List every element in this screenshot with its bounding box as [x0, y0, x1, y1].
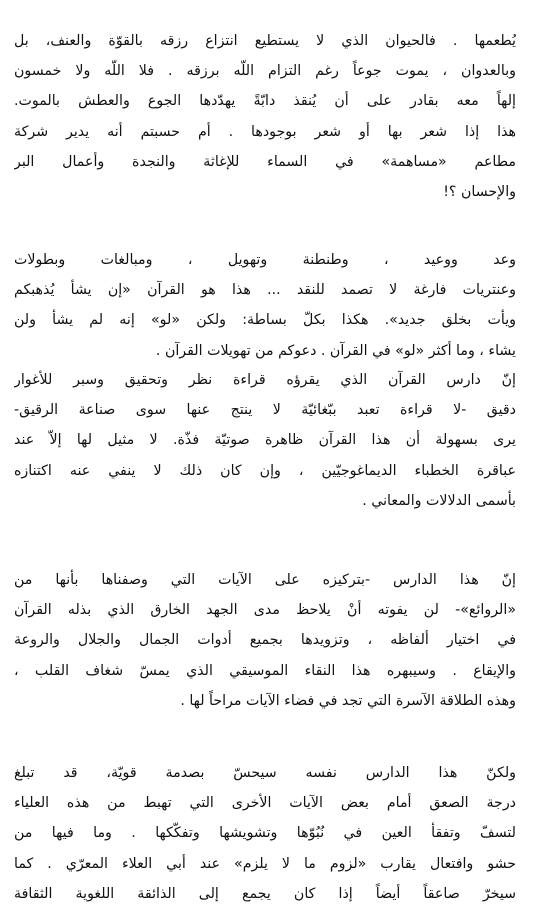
paragraph-4 [14, 565, 516, 716]
text-line: والإيقاع . وسيبهره هذا النقاء الموسيقي الذي يمسّ شغاف القلب ، [14, 662, 516, 679]
text-line: وبالعدوان ، يموت جوعاً رغم التزام اللّه برزقه . فلا اللّه ولا خمسون [14, 63, 516, 80]
text-line: وعنتريات فارغة لا تصمد للنقد ... هذا هو القرآن «إن يشأ يُذهبكم [14, 282, 516, 299]
text-line: حشو وافتعال يقارب «لزوم ما لا يلزم» عند أبي العلاء المعرّي . كما [14, 855, 516, 872]
text-line: وهذه الطلاقة الآسرة التي تجد في فضاء الآيات مراحاً لها . [180, 692, 516, 709]
text-line: لتسفّ وتفقأ العين في نُبُوّها وتشويشها وتفكّكها . وما فيها من [14, 825, 516, 842]
paragraph-5 [14, 758, 516, 909]
paragraph-1 [14, 26, 516, 207]
text-line: والإحسان ؟! [443, 183, 516, 200]
text-line: «الروائع»- لن يفوته أنْ يلاحظ مدى الجهد الخارق الذي بذله القرآن [14, 602, 516, 619]
text-line: دقيق -لا قراءة تعبد ببّغائيّة لا ينتج عنها سوى صناعة الرقيق- [14, 402, 516, 419]
text-line: يُطعمها . فالحيوان الذي لا يستطيع انتزاع رزقه بالقوّة والعنف، بل [14, 33, 516, 49]
paragraph-3 [14, 365, 516, 516]
text-line: ويأت بخلق جديد». هكذا بكلّ بساطة: ولكن «لو» إنه لم يشأ ولن [14, 312, 516, 329]
text-line: إنّ هذا الدارس -بتركيزه على الآيات التي وصفناها بأنها من [14, 572, 516, 588]
text-line: في اختيار ألفاظه ، وتزويدها بجميع أدوات الجمال والجلال والروعة [14, 632, 516, 649]
text-line: يشاء ، وما أكثر «لو» في القرآن . دعوكم من تهويلات القرآن . [155, 342, 516, 359]
text-line: مطاعم «مساهمة» في السماء للإغاثة والنجدة وأعمال البر [14, 153, 516, 170]
text-line: وعد ووعيد ، وطنطنة وتهويل ، ومبالغات وبطولات [14, 252, 516, 268]
paragraph-2 [14, 245, 516, 366]
text-line: بأسمى الدلالات والمعاني . [362, 492, 516, 509]
text-line: عباقرة الخطباء الديماغوجيّين ، وإن كان ذلك لا ينفي عنه اكتنازه [14, 462, 516, 479]
text-line: سيخرّ صاعقاً أيضاً إذا كان يجمع إلى الذائقة اللغوية الثقافة [14, 885, 516, 902]
text-line: إلهاً معه بقادر على أن يُنقذ دابّةً يهدّدها الجوع والعطش بالموت. [14, 93, 516, 110]
text-line: ولكنّ هذا الدارس نفسه سيحسّ بصدمة قويّة، قد تبلغ [14, 765, 516, 781]
text-line: هذا إذا شعر بها أو شعر بوجودها . أم حسبتم أنه يدير شركة [14, 123, 516, 140]
text-line: إنّ دارس القرآن الذي يقرؤه قراءة نظر وتحقيق وسبر للأغوار [14, 372, 516, 388]
text-line: يرى بسهولة أن هذا القرآن ظاهرة صوتيّة فذّة. لا مثيل لها إلاّ عند [14, 432, 516, 449]
text-line: درجة الصعق أمام بعض الآيات الأخرى التي تهبط من هذه العلياء [14, 795, 516, 812]
